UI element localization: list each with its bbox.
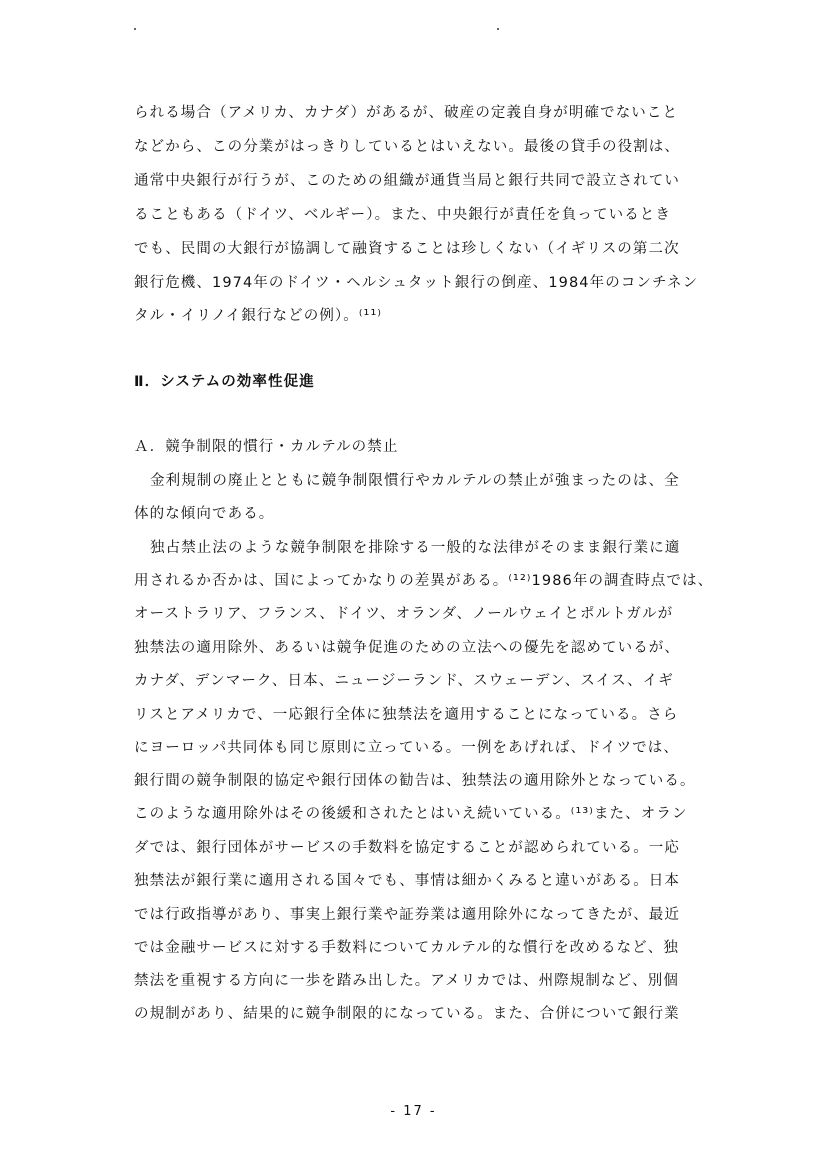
subsection-heading: Ａ．競争制限的慣行・カルテルの禁止 bbox=[134, 439, 399, 455]
paragraph-line: 独占禁止法のような競争制限を排除する一般的な法律がそのまま銀行業に適 bbox=[150, 540, 681, 556]
scan-speck bbox=[497, 28, 499, 30]
paragraph-line: などから、この分業がはっきりしているとはいえない。最後の貸手の役割は、 bbox=[134, 139, 680, 155]
section-heading: Ⅱ．システムの効率性促進 bbox=[134, 374, 315, 390]
paragraph-line: 銀行間の競争制限的協定や銀行団体の勧告は、独禁法の適用除外となっている。 bbox=[134, 773, 696, 789]
paragraph-line: 独禁法が銀行業に適用される国々でも、事情は細かくみると違いがある。日本 bbox=[134, 873, 680, 889]
scan-speck bbox=[134, 28, 136, 30]
paragraph-line: オーストラリア、フランス、ドイツ、オランダ、ノールウェイとポルトガルが bbox=[134, 606, 674, 622]
paragraph-line: では金融サービスに対する手数料についてカルテル的な慣行を改めるなど、独 bbox=[134, 940, 679, 956]
paragraph-line: 用されるか否かは、国によってかなりの差異がある。⁽¹²⁾1986年の調査時点では、 bbox=[134, 573, 714, 589]
paragraph-line: 金利規制の廃止とともに競争制限慣行やカルテルの禁止が強まったのは、全 bbox=[150, 473, 680, 489]
paragraph-line: の規制があり、結果的に競争制限的になっている。また、合併について銀行業 bbox=[134, 1006, 680, 1022]
paragraph-line: 独禁法の適用除外、あるいは競争促進のための立法への優先を認めているが、 bbox=[134, 640, 680, 656]
paragraph-line: 銀行危機、1974年のドイツ・ヘルシュタット銀行の倒産、1984年のコンチネン bbox=[134, 275, 699, 291]
paragraph-line: 体的な傾向である。 bbox=[134, 506, 275, 522]
paragraph-line: リスとアメリカで、一応銀行全体に独禁法を適用することになっている。さら bbox=[134, 707, 679, 723]
paragraph-line: ることもある（ドイツ、ベルギー）。また、中央銀行が責任を負っているとき bbox=[134, 207, 672, 223]
paragraph-line: では行政指導があり、事実上銀行業や証券業は適用除外になってきたが、最近 bbox=[134, 907, 680, 923]
paragraph-line: でも、民間の大銀行が協調して融資することは珍しくない（イギリスの第二次 bbox=[134, 241, 680, 257]
paragraph-line: 禁法を重視する方向に一歩を踏み出した。アメリカでは、州際規制など、別個 bbox=[134, 973, 679, 989]
paragraph-line: このような適用除外はその後緩和されたとはいえ続いている。⁽¹³⁾また、オラン bbox=[134, 806, 688, 822]
paragraph-line: 通常中央銀行が行うが、このための組織が通貨当局と銀行共同で設立されてい bbox=[134, 173, 680, 189]
paragraph-line: られる場合（アメリカ、カナダ）があるが、破産の定義自身が明確でないこと bbox=[134, 105, 679, 121]
paragraph-line: ダでは、銀行団体がサービスの手数料を協定することが認められている。一応 bbox=[134, 840, 680, 856]
page-number: - 17 - bbox=[390, 1104, 437, 1119]
paragraph-line: カナダ、デンマーク、日本、ニュージーランド、スウェーデン、スイス、イギ bbox=[134, 673, 674, 689]
paragraph-line: にヨーロッパ共同体も同じ原則に立っている。一例をあげれば、ドイツでは、 bbox=[134, 740, 679, 756]
paragraph-line: タル・イリノイ銀行などの例）。⁽¹¹⁾ bbox=[134, 308, 383, 324]
